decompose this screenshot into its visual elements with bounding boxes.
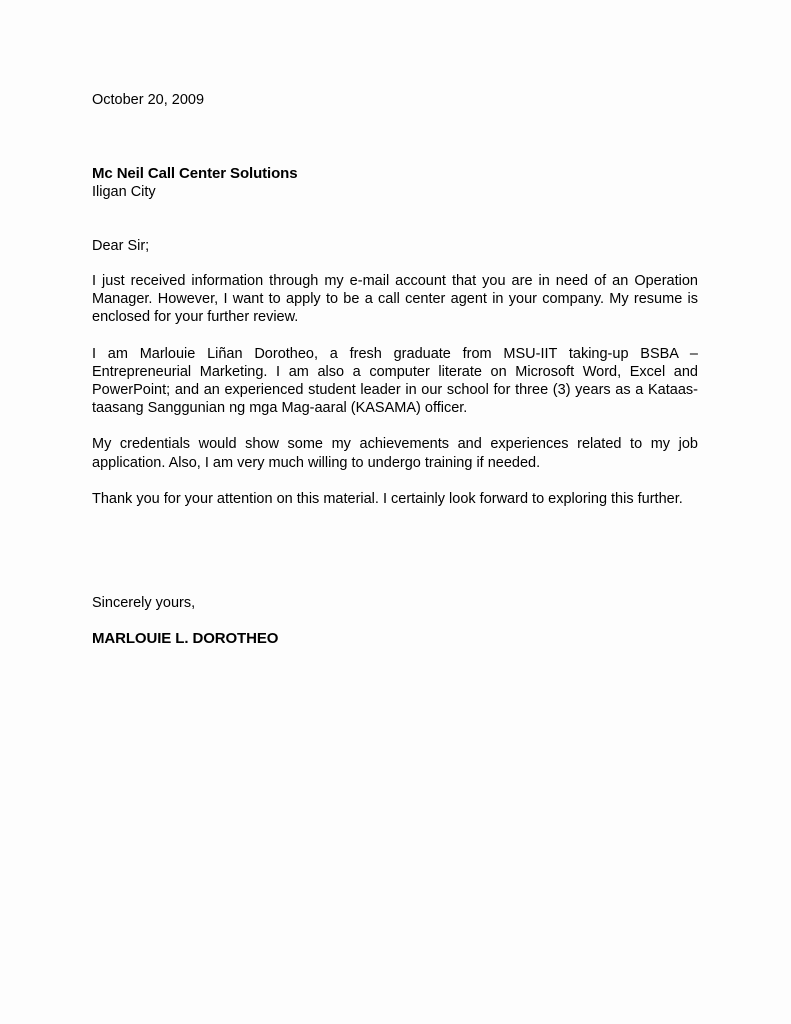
letter-paragraphs <box>92 272 698 508</box>
recipient-block <box>92 164 698 202</box>
body-paragraph: Thank you for your attention on this material. I certainly look forward to exploring this further. <box>92 490 683 507</box>
recipient-address: Iligan City <box>92 184 156 200</box>
closing-block <box>92 594 698 630</box>
closing-salutation: Sincerely yours, <box>92 595 196 611</box>
body-paragraph: I am Marlouie Liñan Dorotheo, a fresh graduate from MSU-IIT taking-up BSBA – Entrepreneurial Marketing. I am also a computer literate on Microsoft Word, Excel and PowerPoint; and an experienced student leader in our school for three (3) years as a Kataas-taasang Sanggunian ng mga Mag-aaral (KASAMA) officer. <box>92 345 698 417</box>
letter-date: October 20, 2009 <box>92 92 205 108</box>
recipient-organization: Mc Neil Call Center Solutions <box>92 165 298 182</box>
body-paragraph: I just received information through my e-mail account that you are in need of an Operation Manager. However, I want to apply to be a call center agent in your company. My resume is enclosed for your further review. <box>92 273 698 326</box>
signature-name: MARLOUIE L. DOROTHEO <box>92 630 279 647</box>
body-paragraph: My credentials would show some my achievements and experiences related to my job application. Also, I am very much willing to undergo training if needed. <box>92 436 698 471</box>
salutation: Dear Sir; <box>92 238 150 254</box>
